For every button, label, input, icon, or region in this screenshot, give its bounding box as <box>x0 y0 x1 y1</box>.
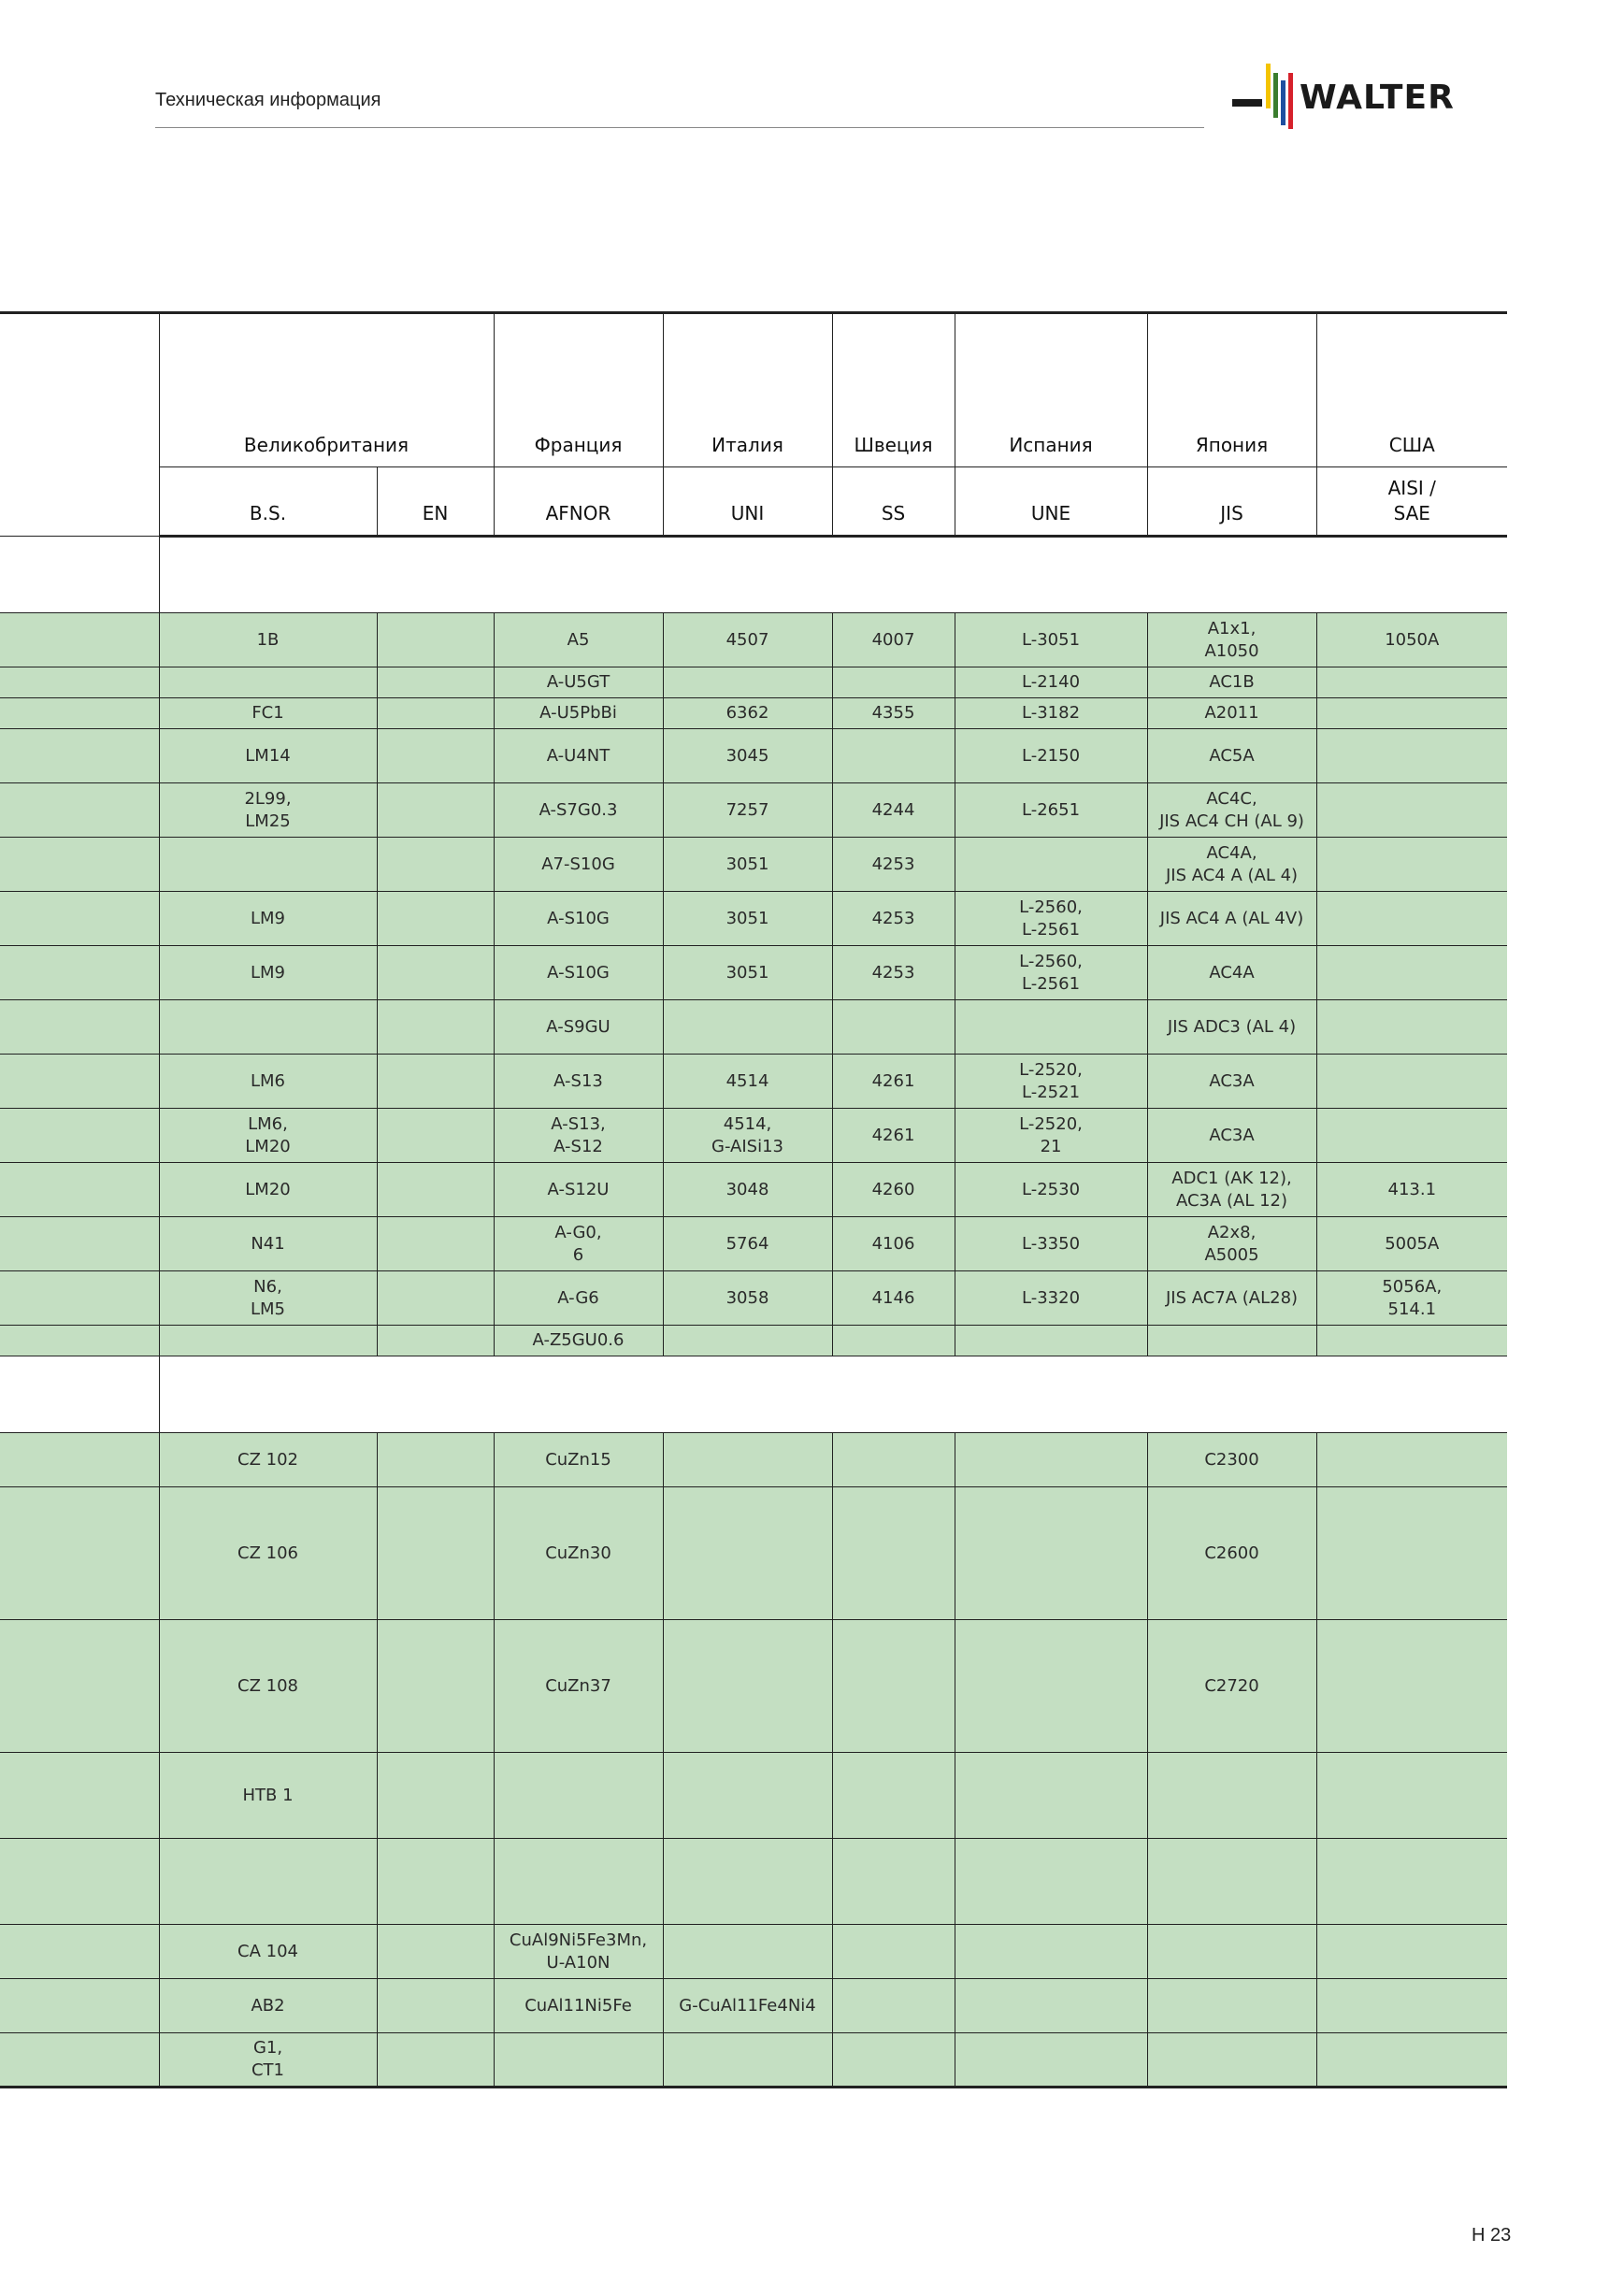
table-row <box>0 1433 1507 1487</box>
table-cell: A5 <box>494 613 663 667</box>
table-cell <box>1316 2033 1507 2088</box>
table-row <box>0 1839 1507 1925</box>
table-cell: 3045 <box>663 729 832 783</box>
table-cell: G1, CT1 <box>159 2033 377 2088</box>
table-cell: LM14 <box>159 729 377 783</box>
table-cell <box>1316 1925 1507 1979</box>
row-label-cell <box>0 1326 159 1356</box>
table-cell: 3051 <box>663 946 832 1000</box>
table-cell <box>377 946 494 1000</box>
table-cell: L-3320 <box>955 1271 1147 1326</box>
material-comparison-table <box>0 311 1507 2088</box>
table-cell: A2x8, A5005 <box>1147 1217 1316 1271</box>
table-cell: A-S9GU <box>494 1000 663 1055</box>
table-cell <box>377 1433 494 1487</box>
table-cell <box>955 1925 1147 1979</box>
table-row <box>0 838 1507 892</box>
country-header: Швеция <box>832 313 955 467</box>
table-cell <box>1316 698 1507 729</box>
header-blank-cell <box>0 313 159 537</box>
table-cell: 413.1 <box>1316 1163 1507 1217</box>
section-label-cell <box>0 537 159 613</box>
table-cell <box>377 1055 494 1109</box>
table-cell <box>1147 1753 1316 1839</box>
standard-header: AISI / SAE <box>1316 467 1507 537</box>
country-header: Италия <box>663 313 832 467</box>
row-label-cell <box>0 1620 159 1753</box>
row-label-cell <box>0 1433 159 1487</box>
table-row <box>0 1620 1507 1753</box>
table-cell: L-2530 <box>955 1163 1147 1217</box>
table-cell: L-2651 <box>955 783 1147 838</box>
table-cell <box>377 1326 494 1356</box>
table-cell <box>663 1620 832 1753</box>
table-cell <box>663 1326 832 1356</box>
table-cell: 4253 <box>832 838 955 892</box>
table-cell <box>1316 892 1507 946</box>
table-cell: A7-S10G <box>494 838 663 892</box>
table-cell: A-G6 <box>494 1271 663 1326</box>
table-cell: 4514 <box>663 1055 832 1109</box>
logo-stripe-yellow <box>1266 64 1271 108</box>
row-label-cell <box>0 892 159 946</box>
table-cell: AC4A <box>1147 946 1316 1000</box>
table-cell: A-U4NT <box>494 729 663 783</box>
row-label-cell <box>0 729 159 783</box>
table-row <box>0 1271 1507 1326</box>
table-cell <box>832 1433 955 1487</box>
table-cell <box>377 1487 494 1620</box>
table-cell: A-S10G <box>494 946 663 1000</box>
table-cell <box>377 1620 494 1753</box>
table-cell: A-G0, 6 <box>494 1217 663 1271</box>
table-cell <box>1147 1839 1316 1925</box>
table-cell: L-3350 <box>955 1217 1147 1271</box>
table-cell: A-U5GT <box>494 667 663 698</box>
table-cell: 4261 <box>832 1055 955 1109</box>
table-cell <box>955 1487 1147 1620</box>
row-label-cell <box>0 1000 159 1055</box>
table-cell: AC4A, JIS AC4 A (AL 4) <box>1147 838 1316 892</box>
table-cell: 3048 <box>663 1163 832 1217</box>
table-cell <box>377 613 494 667</box>
row-label-cell <box>0 1271 159 1326</box>
country-header: Франция <box>494 313 663 467</box>
table-cell <box>377 698 494 729</box>
table-row <box>0 783 1507 838</box>
table-cell: A-S13 <box>494 1055 663 1109</box>
page-number: H 23 <box>1472 2225 1512 2246</box>
row-label-cell <box>0 1109 159 1163</box>
table-cell: 4244 <box>832 783 955 838</box>
row-label-cell <box>0 1487 159 1620</box>
table-cell <box>1316 1055 1507 1109</box>
table-cell: CuZn30 <box>494 1487 663 1620</box>
table-cell: 4261 <box>832 1109 955 1163</box>
table-cell: AC3A <box>1147 1055 1316 1109</box>
table-cell <box>377 838 494 892</box>
table-cell: LM9 <box>159 946 377 1000</box>
standard-header-row <box>0 467 1507 537</box>
walter-logo <box>1232 60 1513 135</box>
table-cell <box>377 783 494 838</box>
table-cell: CuZn37 <box>494 1620 663 1753</box>
table-cell: 1B <box>159 613 377 667</box>
country-header-row <box>0 313 1507 467</box>
table-cell <box>1147 1979 1316 2033</box>
table-cell <box>663 1925 832 1979</box>
table-cell: L-2560, L-2561 <box>955 946 1147 1000</box>
table-cell: L-2140 <box>955 667 1147 698</box>
standard-header: SS <box>832 467 955 537</box>
table-cell: A-U5PbBi <box>494 698 663 729</box>
table-cell <box>955 1839 1147 1925</box>
table-cell <box>159 1326 377 1356</box>
table-cell: C2300 <box>1147 1433 1316 1487</box>
table-cell <box>663 1753 832 1839</box>
table-cell <box>159 838 377 892</box>
table-cell: HTB 1 <box>159 1753 377 1839</box>
table-cell <box>1316 838 1507 892</box>
table-cell <box>955 2033 1147 2088</box>
table-cell <box>377 1000 494 1055</box>
table-cell <box>1316 946 1507 1000</box>
table-cell <box>159 1839 377 1925</box>
table-cell: JIS AC7A (AL28) <box>1147 1271 1316 1326</box>
table-cell <box>832 1925 955 1979</box>
logo-stripe-blue <box>1281 80 1285 125</box>
row-label-cell <box>0 1925 159 1979</box>
table-cell <box>832 667 955 698</box>
table-row <box>0 1055 1507 1109</box>
logo-stripe-green <box>1273 73 1278 118</box>
country-header: Япония <box>1147 313 1316 467</box>
table-cell: 5764 <box>663 1217 832 1271</box>
table-cell <box>1316 1620 1507 1753</box>
table-row <box>0 613 1507 667</box>
table-cell: L-2560, L-2561 <box>955 892 1147 946</box>
table-cell <box>377 1271 494 1326</box>
table-cell: LM6, LM20 <box>159 1109 377 1163</box>
table-cell: CuAl11Ni5Fe <box>494 1979 663 2033</box>
table-cell: A-S12U <box>494 1163 663 1217</box>
row-label-cell <box>0 667 159 698</box>
table-cell <box>955 1979 1147 2033</box>
table-cell: 7257 <box>663 783 832 838</box>
table-cell <box>377 1839 494 1925</box>
table-cell: 4355 <box>832 698 955 729</box>
table-cell <box>1147 2033 1316 2088</box>
table-cell: A-S10G <box>494 892 663 946</box>
table-cell <box>377 1109 494 1163</box>
table-cell: AC5A <box>1147 729 1316 783</box>
page-header-title: Техническая информация <box>155 90 381 110</box>
table-cell: 4260 <box>832 1163 955 1217</box>
table-cell: 1050A <box>1316 613 1507 667</box>
table-cell <box>1147 1326 1316 1356</box>
table-cell: LM20 <box>159 1163 377 1217</box>
table-cell <box>159 667 377 698</box>
table-cell: L-3182 <box>955 698 1147 729</box>
logo-bar-dark <box>1232 99 1262 107</box>
table-cell: LM6 <box>159 1055 377 1109</box>
table-cell: 3058 <box>663 1271 832 1326</box>
table-cell: N41 <box>159 1217 377 1271</box>
table-cell: FC1 <box>159 698 377 729</box>
section-label-cell <box>0 1356 159 1433</box>
table-cell <box>832 729 955 783</box>
table-cell: 3051 <box>663 892 832 946</box>
table-cell <box>494 1753 663 1839</box>
table-cell: A2011 <box>1147 698 1316 729</box>
table-cell: 2L99, LM25 <box>159 783 377 838</box>
table-cell <box>377 892 494 946</box>
row-label-cell <box>0 613 159 667</box>
table-row <box>0 892 1507 946</box>
standard-header: EN <box>377 467 494 537</box>
table-cell: AB2 <box>159 1979 377 2033</box>
table-cell <box>832 1753 955 1839</box>
table-cell: CuZn15 <box>494 1433 663 1487</box>
table-cell: G-CuAl11Fe4Ni4 <box>663 1979 832 2033</box>
table-row <box>0 667 1507 698</box>
table-cell <box>377 1925 494 1979</box>
row-label-cell <box>0 698 159 729</box>
header-divider <box>155 127 1204 128</box>
table-cell <box>377 667 494 698</box>
table-cell: A-Z5GU0.6 <box>494 1326 663 1356</box>
table-row <box>0 1925 1507 1979</box>
table-cell: N6, LM5 <box>159 1271 377 1326</box>
table-cell <box>663 1433 832 1487</box>
table-cell: C2600 <box>1147 1487 1316 1620</box>
table-cell: L-2520, 21 <box>955 1109 1147 1163</box>
table-cell <box>1316 1326 1507 1356</box>
table-cell <box>832 1839 955 1925</box>
table-cell: 4507 <box>663 613 832 667</box>
standard-header: B.S. <box>159 467 377 537</box>
table-cell: 4146 <box>832 1271 955 1326</box>
country-header: Испания <box>955 313 1147 467</box>
country-header: Великобритания <box>159 313 494 467</box>
table-cell <box>1316 729 1507 783</box>
table-cell: L-2520, L-2521 <box>955 1055 1147 1109</box>
table-row <box>0 1979 1507 2033</box>
table-cell <box>377 1753 494 1839</box>
table-cell: 4106 <box>832 1217 955 1271</box>
table-cell: AC3A <box>1147 1109 1316 1163</box>
table-cell: JIS ADC3 (AL 4) <box>1147 1000 1316 1055</box>
table-cell: 5005A <box>1316 1217 1507 1271</box>
table-cell <box>494 2033 663 2088</box>
table-cell <box>1316 667 1507 698</box>
section-spacer-row <box>0 537 1507 613</box>
table-row <box>0 1217 1507 1271</box>
standard-header: JIS <box>1147 467 1316 537</box>
table-cell <box>1316 783 1507 838</box>
table-cell: 3051 <box>663 838 832 892</box>
row-label-cell <box>0 1839 159 1925</box>
table-cell <box>955 1753 1147 1839</box>
table-row <box>0 2033 1507 2088</box>
standard-header: AFNOR <box>494 467 663 537</box>
table-row <box>0 1000 1507 1055</box>
standard-header: UNE <box>955 467 1147 537</box>
section-spacer-row <box>0 1356 1507 1433</box>
table-cell <box>663 1839 832 1925</box>
table-cell <box>377 1163 494 1217</box>
table-cell <box>377 1217 494 1271</box>
table-cell: ADC1 (AK 12), AC3A (AL 12) <box>1147 1163 1316 1217</box>
section-spacer-cell <box>159 1356 1507 1433</box>
table-row <box>0 1326 1507 1356</box>
table-cell: JIS AC4 A (AL 4V) <box>1147 892 1316 946</box>
table-cell <box>377 2033 494 2088</box>
table-cell: L-2150 <box>955 729 1147 783</box>
country-header: США <box>1316 313 1507 467</box>
row-label-cell <box>0 1055 159 1109</box>
table-cell: CuAl9Ni5Fe3Mn, U-A10N <box>494 1925 663 1979</box>
table-cell <box>1147 1925 1316 1979</box>
table-cell <box>494 1839 663 1925</box>
table-row <box>0 1163 1507 1217</box>
table-cell: CZ 108 <box>159 1620 377 1753</box>
table-cell: 6362 <box>663 698 832 729</box>
table-cell: A-S13, A-S12 <box>494 1109 663 1163</box>
row-label-cell <box>0 783 159 838</box>
table-cell <box>832 1326 955 1356</box>
logo-wordmark: WALTER <box>1300 79 1455 117</box>
row-label-cell <box>0 946 159 1000</box>
table-cell: CZ 106 <box>159 1487 377 1620</box>
table-row <box>0 946 1507 1000</box>
logo-stripe-red <box>1288 73 1293 129</box>
table-cell <box>1316 1979 1507 2033</box>
table-cell <box>1316 1433 1507 1487</box>
table-cell: CA 104 <box>159 1925 377 1979</box>
table-cell: A-S7G0.3 <box>494 783 663 838</box>
row-label-cell <box>0 2033 159 2088</box>
table-cell: A1x1, A1050 <box>1147 613 1316 667</box>
table-cell <box>377 1979 494 2033</box>
table-cell: 4514, G-AISi13 <box>663 1109 832 1163</box>
table-cell <box>955 1000 1147 1055</box>
table-cell: L-3051 <box>955 613 1147 667</box>
table-row <box>0 1109 1507 1163</box>
table-cell <box>663 667 832 698</box>
table-cell: 4253 <box>832 946 955 1000</box>
table-cell <box>832 1000 955 1055</box>
table-cell: LM9 <box>159 892 377 946</box>
row-label-cell <box>0 1979 159 2033</box>
table-cell: 5056A, 514.1 <box>1316 1271 1507 1326</box>
table-cell: CZ 102 <box>159 1433 377 1487</box>
table-cell: 4007 <box>832 613 955 667</box>
table-cell <box>832 2033 955 2088</box>
table-cell <box>663 1000 832 1055</box>
table-cell <box>832 1620 955 1753</box>
table-cell <box>1316 1109 1507 1163</box>
table-cell <box>955 1326 1147 1356</box>
table-cell <box>955 1433 1147 1487</box>
table-cell <box>663 2033 832 2088</box>
table-cell <box>1316 1753 1507 1839</box>
standard-header: UNI <box>663 467 832 537</box>
table-cell <box>955 838 1147 892</box>
table-cell: C2720 <box>1147 1620 1316 1753</box>
table-cell <box>377 729 494 783</box>
table-cell <box>159 1000 377 1055</box>
table-cell <box>1316 1839 1507 1925</box>
row-label-cell <box>0 1163 159 1217</box>
section-spacer-cell <box>159 537 1507 613</box>
table-cell <box>663 1487 832 1620</box>
row-label-cell <box>0 1217 159 1271</box>
table-cell <box>832 1487 955 1620</box>
table-cell <box>955 1620 1147 1753</box>
table-row <box>0 1753 1507 1839</box>
table-cell <box>1316 1000 1507 1055</box>
table-cell: AC1B <box>1147 667 1316 698</box>
table-row <box>0 729 1507 783</box>
table-cell: AC4C, JIS AC4 CH (AL 9) <box>1147 783 1316 838</box>
table-cell <box>1316 1487 1507 1620</box>
table-row <box>0 1487 1507 1620</box>
table-cell: 4253 <box>832 892 955 946</box>
table-row <box>0 698 1507 729</box>
table-cell <box>832 1979 955 2033</box>
row-label-cell <box>0 1753 159 1839</box>
row-label-cell <box>0 838 159 892</box>
